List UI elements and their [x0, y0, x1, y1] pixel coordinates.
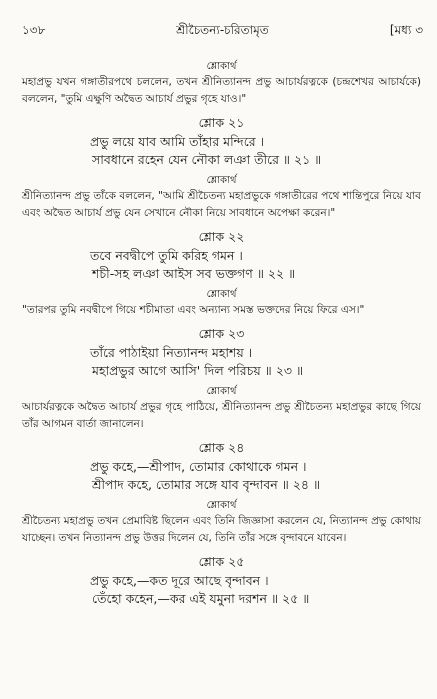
translation-label: শ্লোকার্থ	[206, 386, 237, 397]
translation-text: "তারপর তুমি নবদ্বীপে গিয়ে শচীমাতা এবং অন্যান্য সমস্ত ভক্তদের নিয়ে ফিরে এস।"	[22, 304, 365, 316]
verse-heading: শ্লোক ২১	[198, 115, 245, 130]
verse-line: প্রভু কহে,—শ্রীপাদ, তোমার কোথাকে গমন ।	[90, 459, 307, 474]
verse-line: তবে নবদ্বীপে তুমি করিহ গমন ।	[90, 248, 243, 263]
verse-line: সাবধানে রহেন যেন নৌকা লঞা তীরে ॥ ২১ ॥	[92, 152, 322, 167]
verse-line: তেঁহো কহেন,—কর এই যমুনা দরশন ॥ ২৫ ॥	[92, 591, 310, 606]
verse-heading: শ্লোক ২২	[198, 229, 245, 244]
verse-line: শ্রীপাদ কহে, তোমার সঙ্গে যাব বৃন্দাবন ॥ ২৪ ॥	[92, 477, 321, 492]
verse-line: শচী-সহ লঞা আইস সব ভক্তগণ ॥ ২২ ॥	[92, 266, 296, 281]
page-body	[22, 55, 421, 608]
running-header	[22, 22, 423, 44]
page-number: ১৩৮	[22, 23, 46, 37]
verse-line: প্রভু লয়ে যাব আমি তাঁহার মন্দিরে ।	[90, 134, 265, 149]
verse-line: তাঁরে পাঠাইয়া নিত্যানন্দ মহাশয় ।	[90, 345, 253, 360]
section-label: [মধ্য ৩	[389, 23, 423, 37]
verse-line: প্রভু কহে,—কত দূরে আছে বৃন্দাবন ।	[90, 573, 269, 588]
translation-label: শ্লোকার্থ	[206, 175, 237, 186]
verse-heading: শ্লোক ২৪	[198, 440, 245, 455]
translation-label: শ্লোকার্থ	[206, 289, 237, 300]
translation-text: শ্রীচৈতন্য মহাপ্রভু তখন প্রেমাবিষ্ট ছিলেন এবং তিনি জিজ্ঞাসা করলেন যে, নিত্যানন্দ প্রভু কোথায় যাচ্ছেন। তখন নিত্যানন্দ প্রভু উত্তর দিলেন যে, তিনি তাঁর সঙ্গে বৃন্দাবনে যাবেন।	[22, 515, 421, 544]
translation-text: মহাপ্রভু যখন গঙ্গাতীরপথে চললেন, তখন শ্রীনিত্যানন্দ প্রভু আচার্যরত্নকে (চন্দ্রশেখর আচার্যকে) বললেন, "তুমি এক্ষুণি অদ্বৈত আচার্য প্রভুর গৃহে যাও।"	[22, 76, 421, 105]
translation-label: শ্লোকার্থ	[206, 61, 237, 72]
verse-heading: শ্লোক ২৫	[198, 554, 245, 569]
verse-heading: শ্লোক ২৩	[198, 326, 245, 341]
translation-text: আচার্যরত্নকে অদ্বৈত আচার্য প্রভুর গৃহে পাঠিয়ে, শ্রীনিত্যানন্দ প্রভু শ্রীচৈতন্য মহাপ্রভুর কাছে গিয়ে তাঁর আগমন বার্তা জানালেন।	[22, 401, 421, 430]
book-title: শ্রীচৈতন্য-চরিতামৃত	[176, 23, 269, 37]
verse-line: মহাপ্রভুর আগে আসি' দিল পরিচয় ॥ ২৩ ॥	[92, 363, 304, 378]
translation-text: শ্রীনিত্যানন্দ প্রভু তাঁকে বললেন, "আমি শ্রীচৈতন্য মহাপ্রভুকে গঙ্গাতীরের পথে শান্তিপুরে নিয়ে যাব এবং অদ্বৈত আচার্য প্রভু যেন সেখানে নৌকা নিয়ে সাবধানে অপেক্ষা করেন।"	[22, 190, 421, 219]
translation-label: শ্লোকার্থ	[206, 500, 237, 511]
